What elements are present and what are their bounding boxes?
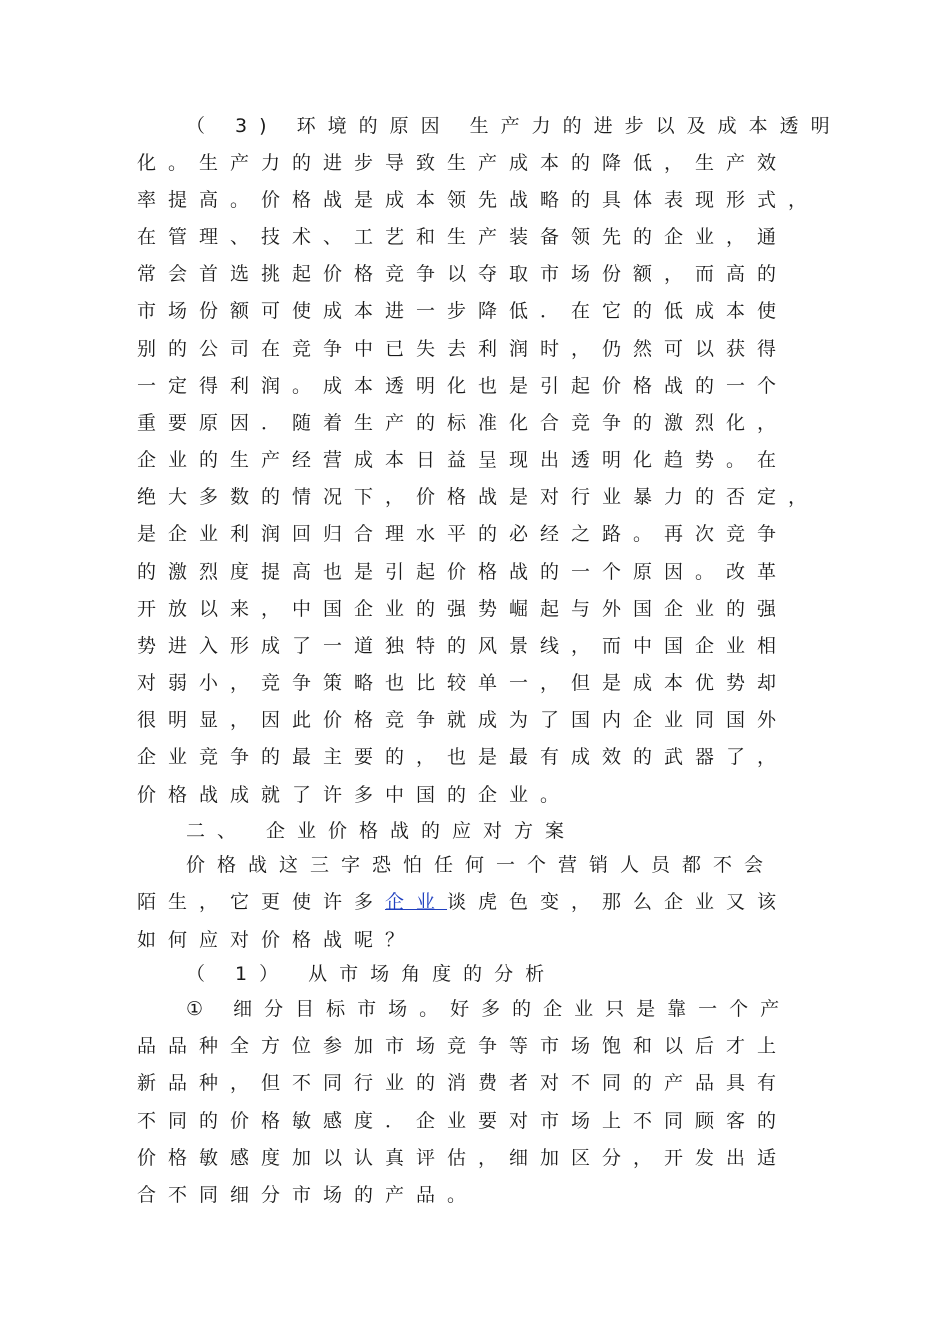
paragraph-line: 在管理、技术、工艺和生产装备领先的企业，通 bbox=[137, 226, 789, 248]
paragraph-line: 常会首选挑起价格竞争以夺取市场份额，而高的 bbox=[137, 263, 789, 285]
paragraph-line: 的激烈度提高也是引起价格战的一个原因。改革 bbox=[137, 561, 789, 583]
paragraph-line: （ 3) 环境的原因 生产力的进步以及成本透明 bbox=[186, 115, 842, 137]
paragraph-line: 价格战成就了许多中国的企业。 bbox=[137, 784, 572, 806]
text-fragment: 谈虎色变，那么企业又该 bbox=[447, 891, 789, 913]
paragraph-line: 新品种，但不同行业的消费者对不同的产品具有 bbox=[137, 1072, 789, 1094]
paragraph-line: 合不同细分市场的产品。 bbox=[137, 1184, 479, 1206]
paragraph-line: 绝大多数的情况下，价格战是对行业暴力的否定， bbox=[137, 486, 820, 508]
paragraph-line: ① 细分目标市场。好多的企业只是靠一个产 bbox=[186, 998, 792, 1020]
paragraph-line: 对弱小，竞争策略也比较单一，但是成本优势却 bbox=[137, 672, 789, 694]
paragraph-line: 势进入形成了一道独特的风景线，而中国企业相 bbox=[137, 635, 789, 657]
paragraph-line: 很明显，因此价格竞争就成为了国内企业同国外 bbox=[137, 709, 789, 731]
paragraph-line: 化。生产力的进步导致生产成本的降低，生产效 bbox=[137, 152, 789, 174]
paragraph-line: 开放以来，中国企业的强势崛起与外国企业的强 bbox=[137, 598, 789, 620]
paragraph-line: 如何应对价格战呢？ bbox=[137, 929, 417, 951]
paragraph-line: 价格战这三字恐怕任何一个营销人员都不会 bbox=[186, 854, 776, 876]
paragraph-line: 一定得利润。成本透明化也是引起价格战的一个 bbox=[137, 375, 789, 397]
paragraph-line: 企业竞争的最主要的，也是最有成效的武器了， bbox=[137, 746, 789, 768]
enterprise-link[interactable]: 企业 bbox=[385, 891, 448, 913]
paragraph-line: 价格敏感度加以认真评估，细加区分，开发出适 bbox=[137, 1147, 789, 1169]
paragraph-line bbox=[137, 887, 788, 917]
paragraph-line: 别的公司在竞争中已失去利润时，仍然可以获得 bbox=[137, 338, 789, 360]
subsection-heading: （ 1） 从市场角度的分析 bbox=[186, 963, 557, 985]
paragraph-line: 品品种全方位参加市场竞争等市场饱和以后才上 bbox=[137, 1035, 789, 1057]
paragraph-line: 率提高。价格战是成本领先战略的具体表现形式， bbox=[137, 189, 820, 211]
paragraph-line: 企业的生产经营成本日益呈现出透明化趋势。在 bbox=[137, 449, 789, 471]
section-heading: 二、 企业价格战的应对方案 bbox=[186, 820, 577, 842]
paragraph-line: 市场份额可使成本进一步降低．在它的低成本使 bbox=[137, 300, 789, 322]
paragraph-line: 是企业利润回归合理水平的必经之路。再次竞争 bbox=[137, 523, 789, 545]
paragraph-line: 重要原因．随着生产的标准化合竞争的激烈化， bbox=[137, 412, 789, 434]
text-fragment: 陌生，它更使许多 bbox=[137, 891, 386, 913]
paragraph-line: 不同的价格敏感度．企业要对市场上不同顾客的 bbox=[137, 1110, 789, 1132]
